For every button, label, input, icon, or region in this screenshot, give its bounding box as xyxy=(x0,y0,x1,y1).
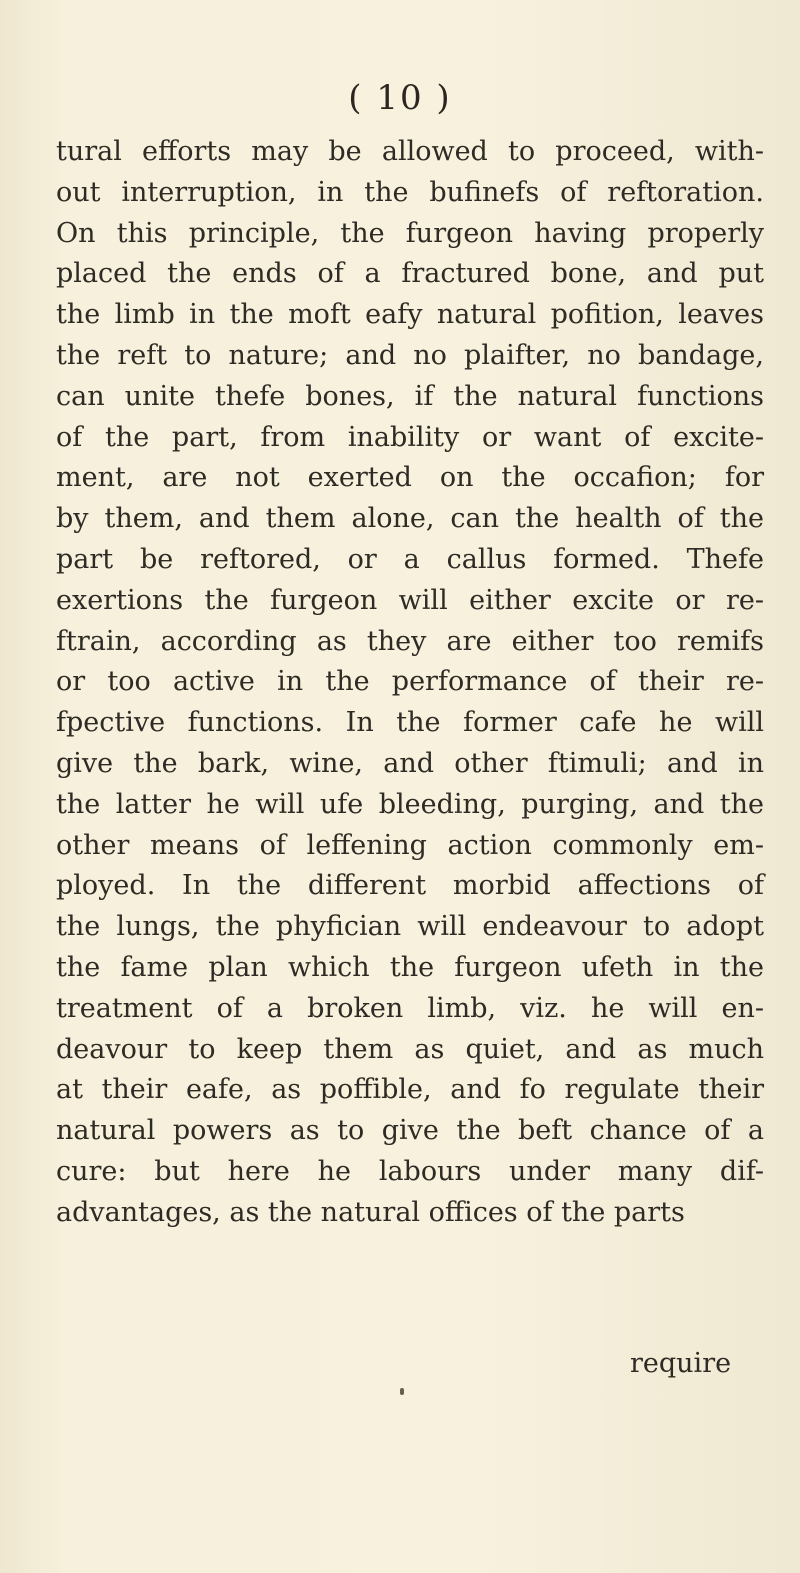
text-line: treatment of a broken limb, viz. he will en- xyxy=(56,992,764,1024)
text-line: the latter he will ufe bleeding, purging, and the xyxy=(56,788,764,820)
text-line: natural powers as to give the beft chance of a xyxy=(56,1115,764,1147)
text-line: ftrain, according as they are either too remifs xyxy=(56,625,764,657)
text-line: advantages, as the natural offices of the parts xyxy=(56,1196,685,1228)
catchword: require xyxy=(630,1348,732,1379)
ink-speck xyxy=(400,1388,404,1395)
text-line: fpective functions. In the former cafe he will xyxy=(56,707,764,739)
text-line: tural efforts may be allowed to proceed, with- xyxy=(56,136,764,167)
text-line: exertions the furgeon will either excite or re- xyxy=(56,584,764,616)
text-line: can unite thefe bones, if the natural functions xyxy=(56,380,764,412)
text-line: cure: but here he labours under many dif- xyxy=(56,1155,764,1187)
text-line: the reft to nature; and no plaifter, no bandage, xyxy=(56,339,764,371)
text-line: the fame plan which the furgeon ufeth in the xyxy=(56,951,764,983)
page-number: ( 10 ) xyxy=(348,78,452,118)
text-line: by them, and them alone, can the health of the xyxy=(56,503,764,535)
text-line: ployed. In the different morbid affections of xyxy=(56,870,764,902)
text-line: give the bark, wine, and other ftimuli; and in xyxy=(56,747,764,779)
text-line: deavour to keep them as quiet, and as much xyxy=(56,1033,764,1065)
text-line: the lungs, the phyfician will endeavour to adopt xyxy=(56,911,764,943)
text-line: of the part, from inability or want of excite- xyxy=(56,421,764,453)
text-line: or too active in the performance of their re- xyxy=(56,666,764,698)
text-line: other means of leffening action commonly em- xyxy=(56,829,764,861)
body-text xyxy=(56,132,764,1234)
text-line: placed the ends of a fractured bone, and put xyxy=(56,258,764,290)
text-line: ment, are not exerted on the occafion; for xyxy=(56,462,764,494)
text-line: out interruption, in the bufinefs of reftoration. xyxy=(56,176,764,208)
text-line: at their eafe, as poffible, and fo regulate their xyxy=(56,1074,764,1106)
text-line: part be reftored, or a callus formed. Thefe xyxy=(56,543,764,575)
text-line: the limb in the moft eafy natural pofition, leaves xyxy=(56,299,764,331)
text-line: On this principle, the furgeon having properly xyxy=(56,217,764,249)
